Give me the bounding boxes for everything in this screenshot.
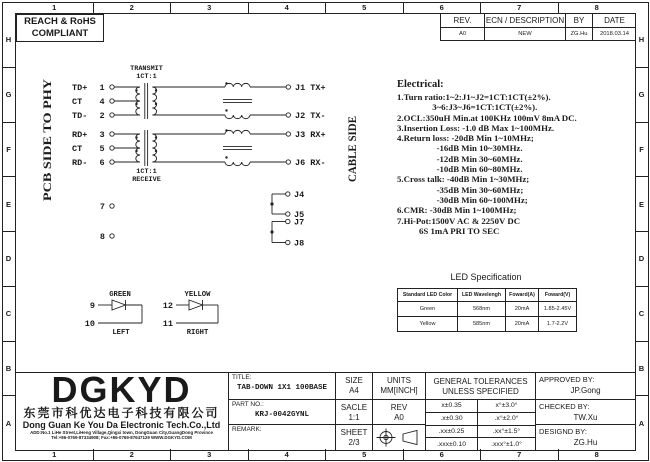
border-column-4: 4 — [249, 2, 327, 13]
company-cell — [15, 369, 228, 450]
led-spec-value: 20mA — [506, 317, 539, 331]
title-block — [15, 369, 635, 450]
revision-value: A0 — [441, 28, 485, 40]
tolerance-angular-value: .x°±2.0° — [478, 412, 535, 425]
transmit-label: TRANSMIT — [130, 65, 163, 73]
electrical-line-8: -10dB Min 60~80MHz. — [397, 164, 523, 175]
title-cell — [228, 373, 335, 399]
revision-value: 2018.03.14 — [599, 31, 629, 37]
size-cell — [335, 373, 372, 399]
title-value: TAB-DOWN 1X1 100BASE — [236, 384, 327, 392]
led-spec-title: LED Specification — [450, 272, 522, 282]
pin-8-number: 8 — [99, 232, 105, 242]
border-column-2: 2 — [94, 2, 172, 13]
border-row-H: H — [2, 13, 15, 68]
led-spec-header: Foward(A) — [506, 289, 539, 302]
company-name-english: Dong Guan Ke You Da Electronic Tech.Co.,Ltd — [22, 420, 221, 430]
pin-2-number: 2 — [99, 111, 105, 121]
transmit-ratio-label: 1CT:1 — [136, 73, 157, 81]
yellow-led-position-label: RIGHT — [186, 329, 209, 337]
company-address-line1: ADD:No.1 LiHe Street,LiHeng Village,Qingxi town, DongGuan City,GuangDong Province — [30, 430, 213, 435]
led-spec-value: Yellow — [398, 317, 458, 331]
approved-by-cell — [535, 373, 635, 399]
border-column-2: 2 — [94, 449, 172, 460]
term-j5-label: J5 — [294, 210, 305, 220]
rev-label: REV — [390, 403, 408, 412]
electrical-title: Electrical: — [397, 79, 444, 90]
led-spec-value: 1.85-2.45V — [539, 302, 576, 317]
border-column-8: 8 — [594, 3, 599, 12]
checked-by-cell — [535, 399, 635, 424]
border-column-3: 3 — [171, 2, 249, 13]
part-no-cell — [228, 399, 335, 424]
electrical-line-3: 2.OCL:350uH Min.at 100KHz 100mV 8mA DC. — [397, 112, 577, 123]
term-j7-label: J7 — [294, 217, 305, 228]
tolerances-header-line2: UNLESS SPECIFIED — [442, 387, 519, 396]
pin-11-number: 11 — [162, 319, 173, 329]
transmit-transformer — [110, 82, 291, 119]
output-j3-label: J3 RX+ — [295, 130, 326, 140]
electrical-line-6: -16dB Min 10~30MHz. — [397, 143, 523, 154]
receive-ratio-label: 1CT:1 — [136, 168, 157, 176]
green-led-position-label: LEFT — [112, 329, 130, 337]
border-row-C: C — [2, 287, 15, 342]
border-row-A: A — [638, 418, 645, 428]
tolerance-angular-value: x°±3.0° — [478, 399, 535, 412]
border-row-A: A — [5, 418, 12, 428]
pin-10-number: 10 — [84, 319, 95, 329]
border-row-F: F — [2, 123, 15, 178]
pin-td-minus-label: TD- — [72, 111, 88, 121]
termination-network — [270, 192, 290, 245]
rev-value: A0 — [394, 412, 404, 422]
term-j8-label: J8 — [294, 238, 305, 249]
tolerances-header-cell — [425, 373, 535, 399]
pin-rd-minus-label: RD- — [72, 158, 88, 168]
border-row-B: B — [2, 342, 15, 397]
led-spec-value: 1.7-2.2V — [546, 321, 569, 327]
scale-cell — [335, 399, 372, 424]
tolerance-linear-value: .xx±0.25 — [426, 425, 478, 438]
units-value: MM[INCH] — [380, 385, 418, 395]
output-j6-label: J6 RX- — [295, 158, 326, 168]
border-row-D: D — [635, 232, 648, 287]
border-column-5: 5 — [326, 2, 404, 13]
border-row-E: E — [635, 177, 648, 232]
title-label: TITLE: — [232, 374, 252, 381]
receive-transformer — [110, 129, 291, 166]
border-column-7: 7 — [481, 449, 559, 460]
compliance-line1: REACH & RoHS — [24, 16, 96, 27]
output-j1-label: J1 TX+ — [295, 83, 326, 93]
pin-ct-bottom-label: CT — [72, 144, 83, 154]
pin-4-number: 4 — [99, 97, 105, 107]
led-spec-value: 20mA — [506, 302, 539, 317]
scale-value: 1:1 — [348, 412, 360, 422]
electrical-line-1: 1.Turn ratio:1~2:J1~J2=1CT:1CT(±2%). — [397, 92, 551, 102]
border-row-F: F — [635, 123, 648, 178]
designed-by-name: ZG.Hu — [573, 438, 598, 447]
led-spec-value: 568nm — [458, 302, 506, 317]
electrical-line-11: -30dB Min 60~100MHz; — [397, 194, 528, 205]
projection-symbol-cell — [372, 424, 425, 450]
approved-by-label: APPROVED BY: — [539, 375, 595, 384]
term-j4-label: J4 — [294, 190, 305, 200]
border-row-E: E — [2, 177, 15, 232]
electrical-line-14: 6S 1mA PRI TO SEC — [397, 225, 500, 236]
designed-by-label: DESIGND BY: — [539, 427, 587, 436]
rev-cell — [372, 399, 425, 424]
electrical-line-2: 3~6:J3~J6=1CT:1CT(±2%). — [397, 102, 538, 113]
compliance-line2: COMPLIANT — [31, 27, 89, 39]
green-led-label: GREEN — [109, 291, 131, 299]
led-spec-header: Foward(V) — [539, 289, 576, 302]
electrical-lines — [397, 92, 633, 236]
electrical-line-13: 7.Hi-Pot:1500V AC & 2250V DC — [397, 215, 521, 226]
revision-value: ZG.Hu — [566, 28, 593, 40]
border-column-1: 1 — [16, 2, 94, 13]
part-no-label: PART NO.: — [232, 401, 264, 408]
border-row-G: G — [635, 68, 648, 123]
yellow-led-label: YELLOW — [184, 291, 211, 299]
company-logo: DGKYD — [51, 369, 192, 410]
revision-header: DATE — [593, 14, 636, 28]
tolerance-angular-value: .xx°±1.5° — [478, 425, 535, 438]
border-row-B: B — [635, 342, 648, 397]
receive-label: RECEIVE — [132, 176, 161, 184]
pin-rd-plus-label: RD+ — [72, 130, 88, 140]
tolerance-linear-value: x±0.35 — [426, 399, 478, 412]
remark-cell — [228, 424, 335, 450]
approved-by-name: JP.Gong — [570, 386, 601, 395]
projection-angle-icon — [375, 427, 423, 448]
tolerance-linear-value: .xxx±0.10 — [426, 437, 478, 450]
led-spec-value: 585nm — [458, 317, 506, 331]
revision-value: NEW — [485, 28, 566, 40]
designed-by-cell — [535, 424, 635, 450]
electrical-line-7: -12dB Min 30~60MHz. — [397, 153, 523, 164]
sheet-label: SHEET — [340, 428, 368, 437]
pin-3-number: 3 — [99, 130, 105, 140]
border-column-3: 3 — [171, 449, 249, 460]
border-column-6: 6 — [404, 449, 482, 460]
yellow-led-circuit — [176, 300, 218, 323]
led-spec-table — [397, 288, 577, 332]
units-cell — [372, 373, 425, 399]
part-no-value: KRJ-0042GYNL — [254, 411, 309, 419]
pin-ct-top-label: CT — [72, 97, 83, 107]
nc-pins — [110, 204, 114, 238]
border-row-C: C — [635, 287, 648, 342]
green-led-circuit — [98, 300, 142, 323]
pcb-side-label: PCB SIDE TO PHY — [42, 102, 54, 201]
pin-5-number: 5 — [99, 144, 105, 154]
electrical-line-10: -35dB Min 30~60MHz; — [397, 184, 524, 195]
electrical-line-9: 5.Cross talk: -40dB Min 1~30MHz; — [397, 174, 530, 185]
sheet-value: 2/3 — [348, 437, 360, 447]
checked-by-label: CHECKED BY: — [539, 402, 590, 411]
pin-td-plus-label: TD+ — [72, 83, 88, 93]
remark-label: REMARK: — [232, 426, 262, 433]
electrical-line-5: 4.Return loss: -20dB Min 1~10MHz; — [397, 133, 534, 144]
border-column-6: 6 — [404, 2, 482, 13]
checked-by-name: TW.Xu — [573, 413, 598, 422]
pin-6-number: 6 — [99, 158, 105, 168]
led-spec-header: LED Wavelengh — [458, 289, 506, 302]
tolerance-angular-value: .xxx°±1.0° — [478, 437, 535, 450]
border-row-G: G — [2, 68, 15, 123]
company-address-line2: Tel:+86-0769-87334908; Fax:+86-0769-87647129 WWW.DGKYD.COM — [51, 435, 192, 441]
led-spec-value: Green — [398, 302, 458, 317]
pin-1-number: 1 — [99, 83, 105, 93]
revision-header: REV. — [441, 14, 485, 28]
border-column-4: 4 — [249, 449, 327, 460]
sheet-cell — [335, 424, 372, 450]
tolerances-grid — [425, 399, 535, 450]
tolerances-header-line1: GENERAL TOLERANCES — [433, 377, 528, 386]
tolerance-linear-value: .x±0.30 — [426, 412, 478, 425]
cable-side-label: CABLE SIDE — [347, 112, 359, 182]
scale-label: SACLE — [340, 403, 368, 412]
electrical-notes — [397, 79, 633, 236]
border-column-1: 1 — [16, 449, 94, 460]
revision-header: BY — [566, 14, 593, 28]
electrical-line-4: 3.Insertion Loss: -1.0 dB Max 1~100MHz. — [397, 122, 555, 133]
border-row-D: D — [2, 232, 15, 287]
led-spec-header: Standard LED Color — [398, 289, 458, 302]
border-row-H: H — [635, 13, 648, 68]
electrical-line-12: 6.CMR: -30dB Min 1~100MHz; — [397, 205, 517, 216]
pin-7-number: 7 — [99, 202, 105, 212]
pin-9-number: 9 — [89, 301, 95, 311]
size-label: SIZE — [345, 376, 363, 385]
border-column-5: 5 — [326, 449, 404, 460]
output-j2-label: J2 TX- — [295, 111, 326, 121]
size-value: A4 — [349, 385, 359, 395]
border-column-8: 8 — [594, 450, 599, 459]
company-name-chinese: 东莞市科优达电子科技有限公司 — [23, 406, 220, 420]
border-column-7: 7 — [481, 2, 559, 13]
units-label: UNITS — [387, 376, 411, 385]
revision-header: ECN / DESCRIPTION — [485, 14, 566, 28]
pin-12-number: 12 — [162, 301, 173, 311]
